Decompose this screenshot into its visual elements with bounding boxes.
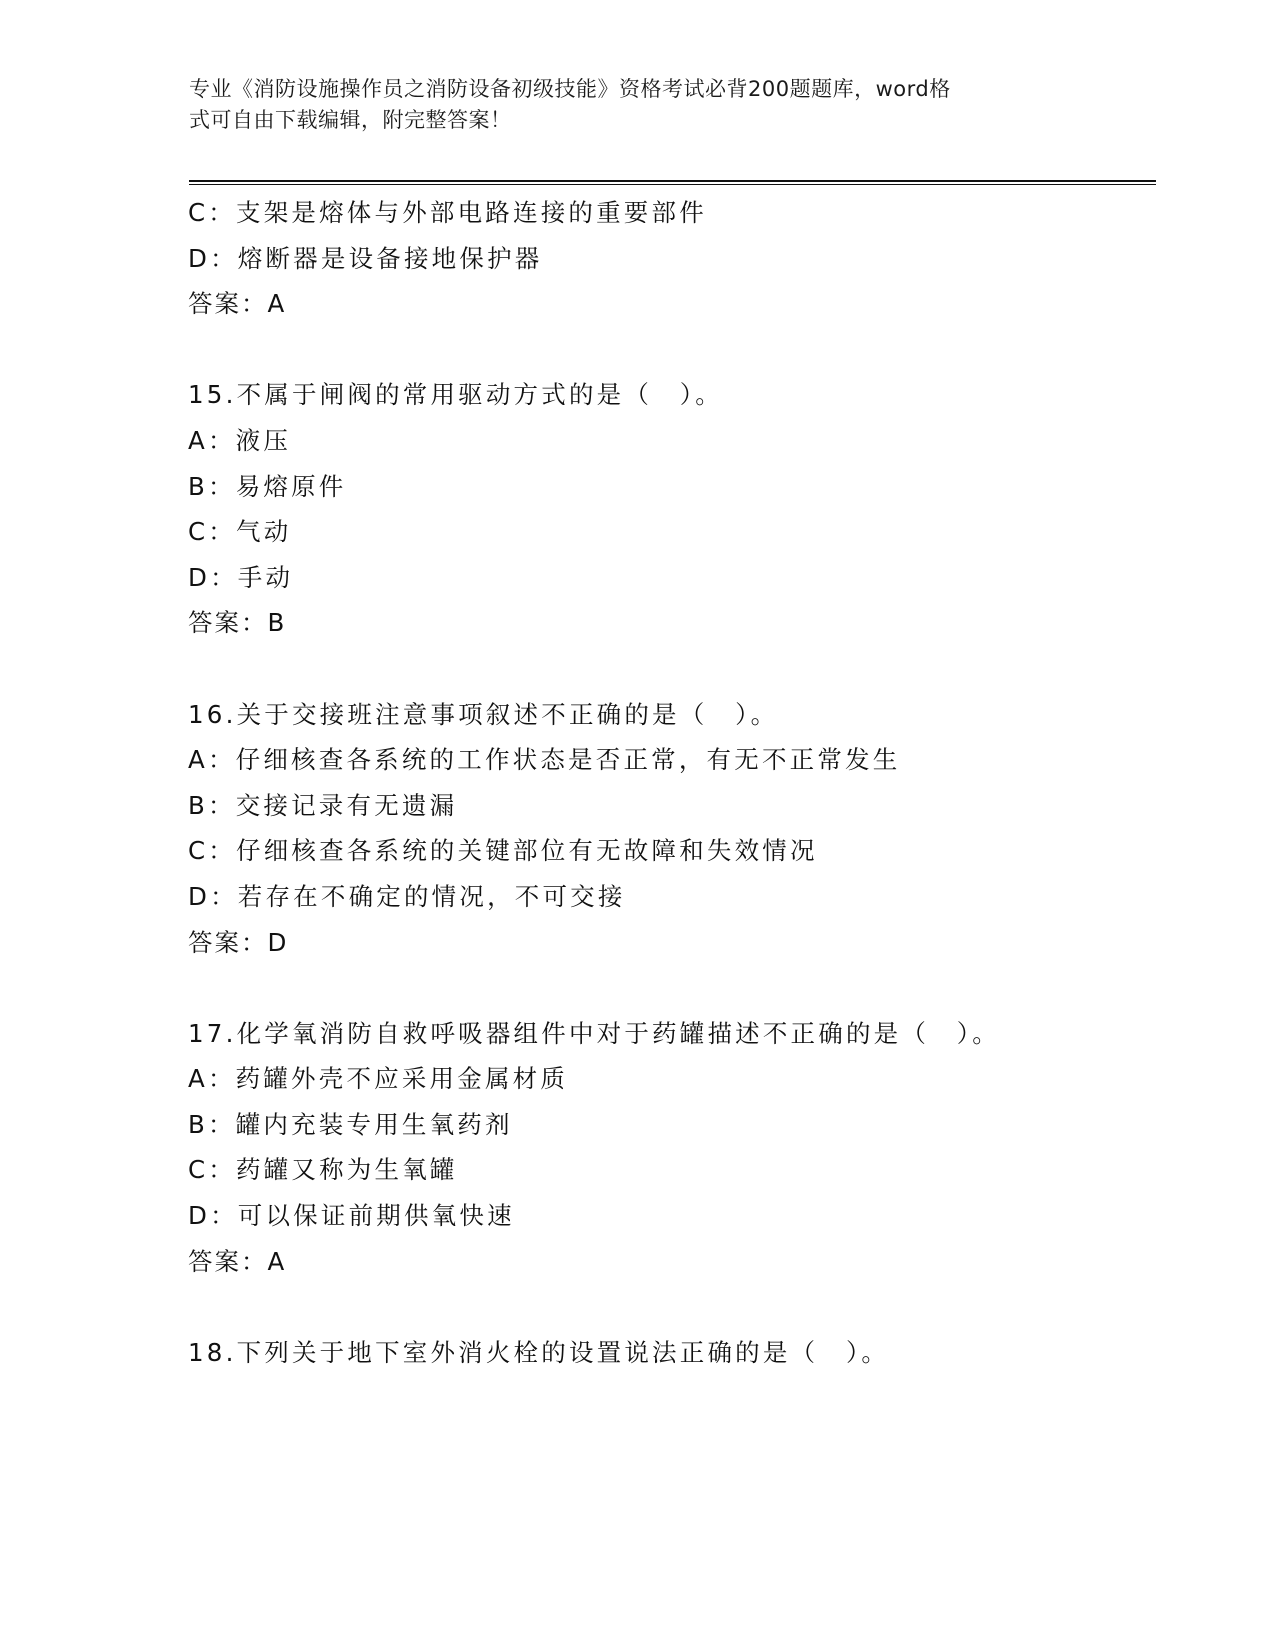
option-d: D：熔断器是设备接地保护器 — [188, 243, 543, 273]
option-d: D：可以保证前期供氧快速 — [188, 1201, 515, 1231]
option-b: B：交接记录有无遗漏 — [188, 790, 458, 820]
question-block-16 — [188, 692, 1148, 966]
spacer — [188, 646, 1148, 692]
option-d: D：若存在不确定的情况，不可交接 — [188, 881, 626, 911]
answer-line: 答案：D — [188, 927, 289, 957]
spacer — [188, 1284, 1148, 1330]
question-stem: 17.化学氧消防自救呼吸器组件中对于药罐描述不正确的是（ ）。 — [188, 1018, 1000, 1048]
header-line-2: 式可自由下载编辑，附完整答案！ — [189, 108, 512, 132]
option-b: B：罐内充装专用生氧药剂 — [188, 1109, 513, 1139]
header-line-1: 专业《消防设施操作员之消防设备初级技能》资格考试必背200题题库，word格 — [189, 77, 951, 101]
question-block-14 — [188, 190, 1148, 327]
question-stem: 16.关于交接班注意事项叙述不正确的是（ ）。 — [188, 699, 779, 729]
answer-line: 答案：B — [188, 608, 287, 638]
question-block-15 — [188, 372, 1148, 646]
answer-line: 答案：A — [188, 289, 287, 319]
header-rule-thick — [189, 180, 1156, 182]
option-d: D：手动 — [188, 562, 294, 592]
header-rule-thin — [189, 184, 1156, 185]
option-a: A：仔细核查各系统的工作状态是否正常，有无不正常发生 — [188, 745, 901, 775]
document-header — [189, 74, 1089, 136]
option-c: C：仔细核查各系统的关键部位有无故障和失效情况 — [188, 836, 818, 866]
option-c: C：药罐又称为生氧罐 — [188, 1155, 458, 1185]
question-list — [188, 190, 1148, 1375]
question-stem: 15.不属于闸阀的常用驱动方式的是（ ）。 — [188, 380, 723, 410]
option-a: A：药罐外壳不应采用金属材质 — [188, 1064, 569, 1094]
option-c: C：气动 — [188, 517, 292, 547]
spacer — [188, 327, 1148, 373]
question-block-18 — [188, 1330, 1148, 1376]
option-b: B：易熔原件 — [188, 471, 347, 501]
question-block-17 — [188, 1011, 1148, 1285]
option-c: C：支架是熔体与外部电路连接的重要部件 — [188, 198, 707, 227]
spacer — [188, 965, 1148, 1011]
answer-line: 答案：A — [188, 1246, 287, 1276]
option-a: A：液压 — [188, 425, 292, 455]
question-stem: 18.下列关于地下室外消火栓的设置说法正确的是（ ）。 — [188, 1337, 890, 1367]
